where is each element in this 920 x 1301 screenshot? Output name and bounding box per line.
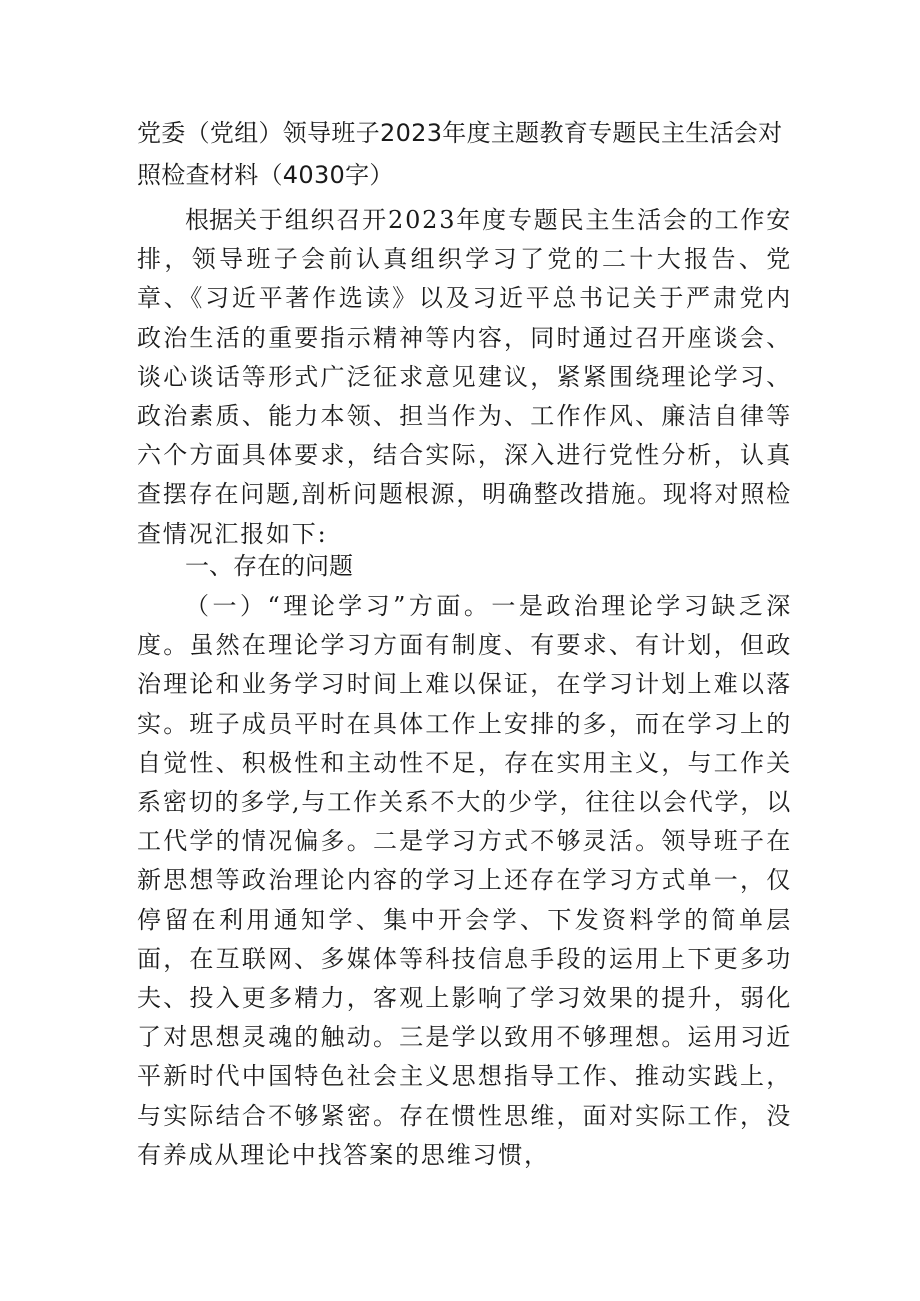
intro-lead-text: 根据	[185, 206, 234, 234]
intro-body-text: 关于组织召开2023年度专题民主生活会的工作安排，领导班子会前认真组织学习了党的二十大报告、党章、《习近平著作选读》以及习近平总书记关于严肃党内政治生活的重要指示精神等内容，同时通过召开座谈会、谈心谈话等形式广泛征求意见建议，紧紧围绕理论学习、政治素质、能力本领、担当作为、工作作风、廉洁自律等六个方面具体要求，结合实际，深入进行党性分析，认真查摆存在问题,剖析问题根源，明确整改措施。现将对照检查情况汇报如下:	[137, 206, 793, 548]
section-heading: 一、存在的问题	[185, 552, 353, 580]
section-paragraph: （一）“理论学习”方面。一是政治理论学习缺乏深度。虽然在理论学习方面有制度、有要求、有计划，但政治理论和业务学习时间上难以保证，在学习计划上难以落实。班子成员平时在具体工作上安排的多，而在学习上的自觉性、积极性和主动性不足，存在实用主义，与工作关系密切的多学,与工作关系不大的少学，往往以会代学，以工代学的情况偏多。二是学习方式不够灵活。领导班子在新思想等政治理论内容的学习上还存在学习方式单一，仅停留在利用通知学、集中开会学、下发资料学的简单层面，在互联网、多媒体等科技信息手段的运用上下更多功夫、投入更多精力，客观上影响了学习效果的提升，弱化了对思想灵魂的触动。三是学以致用不够理想。运用习近平新时代中国特色社会主义思想指导工作、推动实践上，与实际结合不够紧密。存在惯性思维，面对实际工作，没有养成从理论中找答案的思维习惯，	[137, 592, 792, 1169]
document-title: 党委（党组）领导班子2023年度主题教育专题民主生活会对照检查材料（4030字）	[137, 119, 783, 189]
intro-paragraph	[137, 201, 792, 554]
